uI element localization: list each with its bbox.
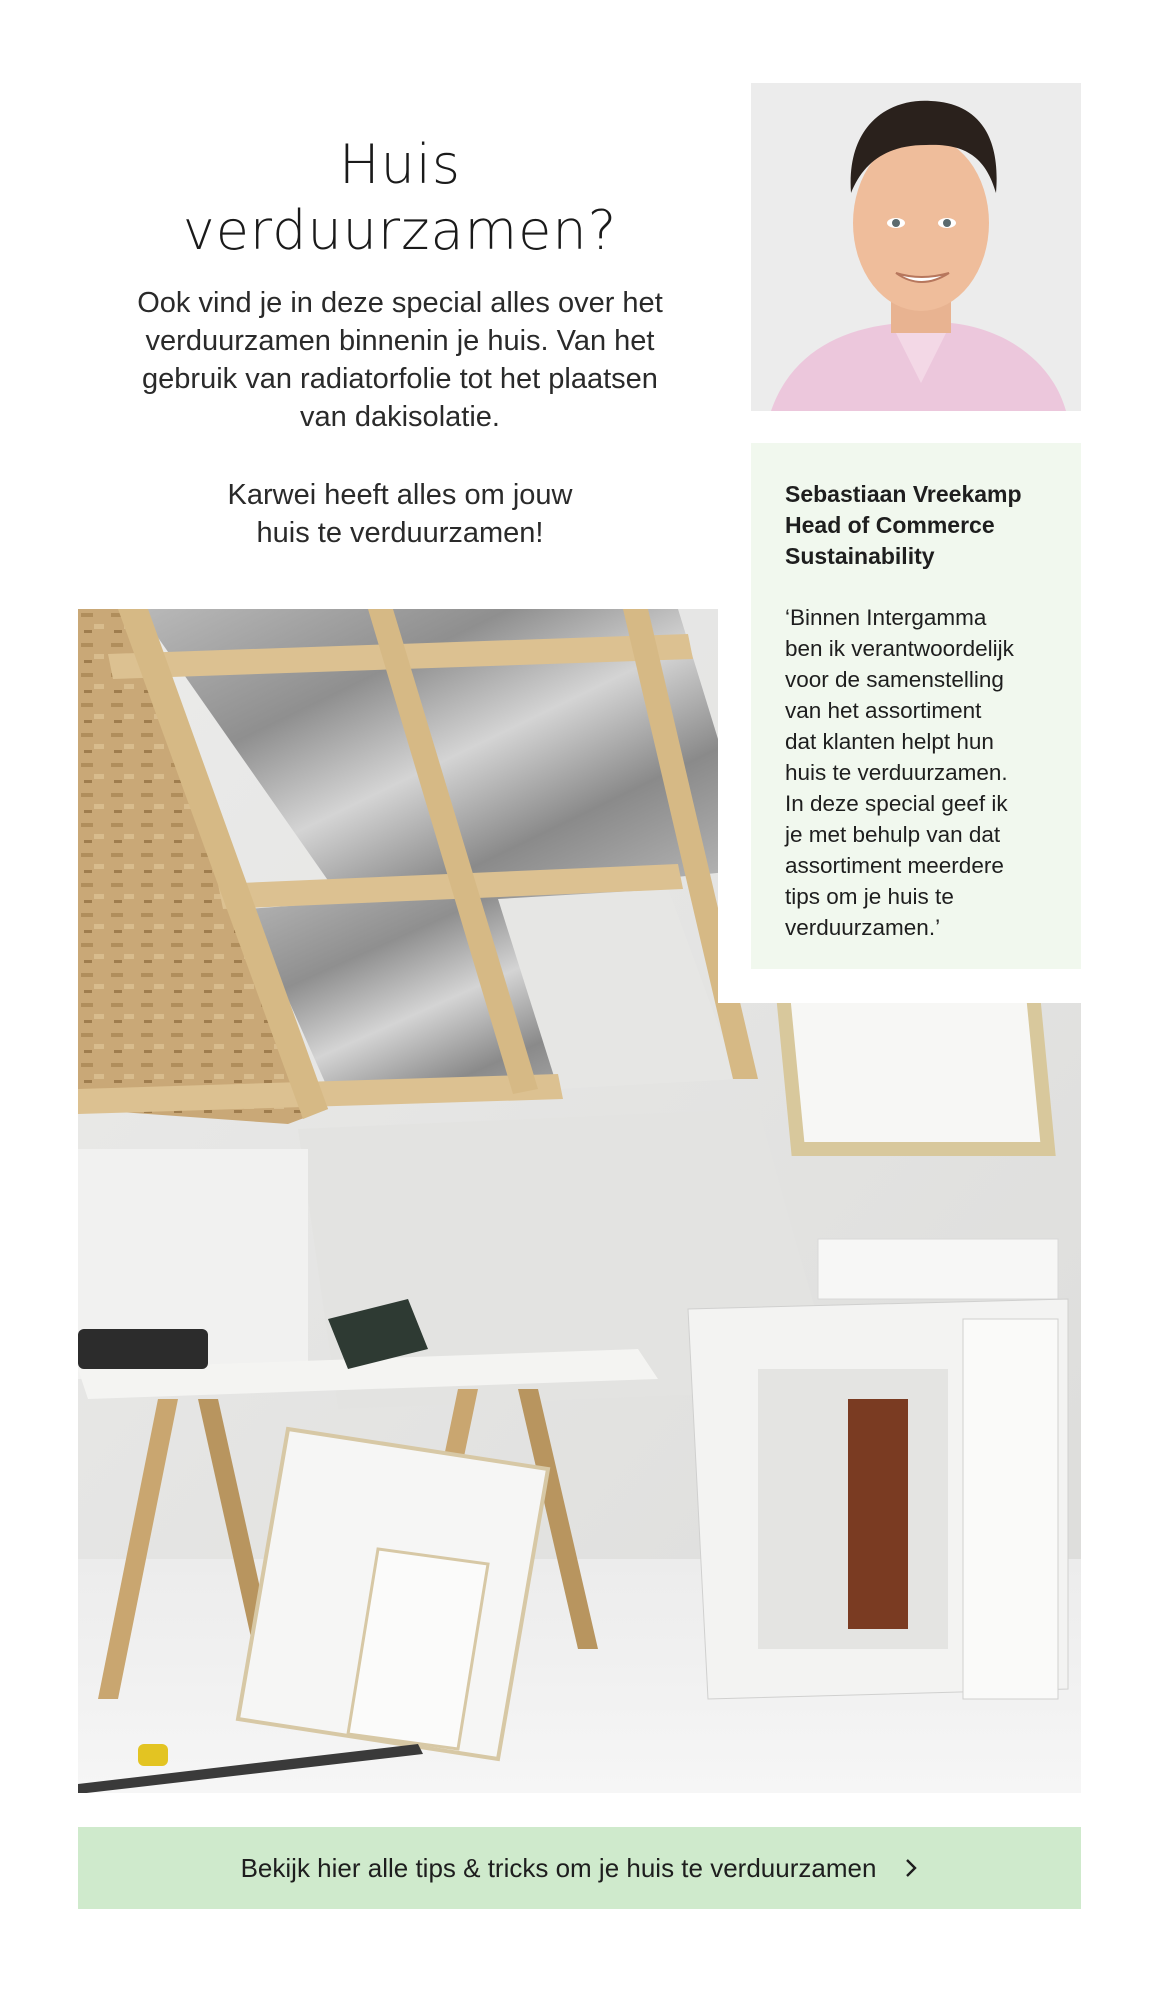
page-title-line-2: verduurzamen? [182,199,618,262]
quote-line: je met behulp van dat [785,822,1001,847]
tagline-line-2: huis te verduurzamen! [256,517,544,549]
expert-role-line-2: Sustainability [785,543,935,569]
expert-role-line-1: Head of Commerce [785,512,995,538]
expert-quote [785,602,1061,943]
expert-quote-card [751,443,1081,969]
quote-line: assortiment meerdere [785,853,1004,878]
quote-line: huis te verduurzamen. [785,760,1008,785]
page-title [100,132,700,264]
quote-line: dat klanten helpt hun [785,729,994,754]
tips-cta-button[interactable] [78,1827,1081,1909]
intro-line-1: Ook vind je in deze special alles over het [137,287,663,319]
expert-info [785,479,1061,572]
page-title-line-1: Huis [339,133,461,196]
quote-line: voor de samenstelling [785,667,1004,692]
expert-portrait [751,83,1081,411]
quote-line: ben ik verantwoordelijk [785,636,1014,661]
intro-paragraph [100,284,700,436]
expert-name: Sebastiaan Vreekamp [785,481,1022,507]
quote-line: van het assortiment [785,698,982,723]
chevron-right-icon [904,1858,918,1878]
tagline [100,476,700,552]
quote-line: In deze special geef ik [785,791,1008,816]
intro-block [100,132,700,552]
quote-line: ‘Binnen Intergamma [785,605,987,630]
tagline-line-1: Karwei heeft alles om jouw [227,479,573,511]
avatar [751,83,1081,411]
quote-line: tips om je huis te [785,884,954,909]
intro-line-3: gebruik van radiatorfolie tot het plaatsen [142,363,658,395]
tips-cta-label: Bekijk hier alle tips & tricks om je huis te verduurzamen [240,1852,877,1883]
intro-line-2: verduurzamen binnenin je huis. Van het [145,325,655,357]
intro-line-4: van dakisolatie. [300,401,500,433]
quote-line: verduurzamen.’ [785,915,941,940]
